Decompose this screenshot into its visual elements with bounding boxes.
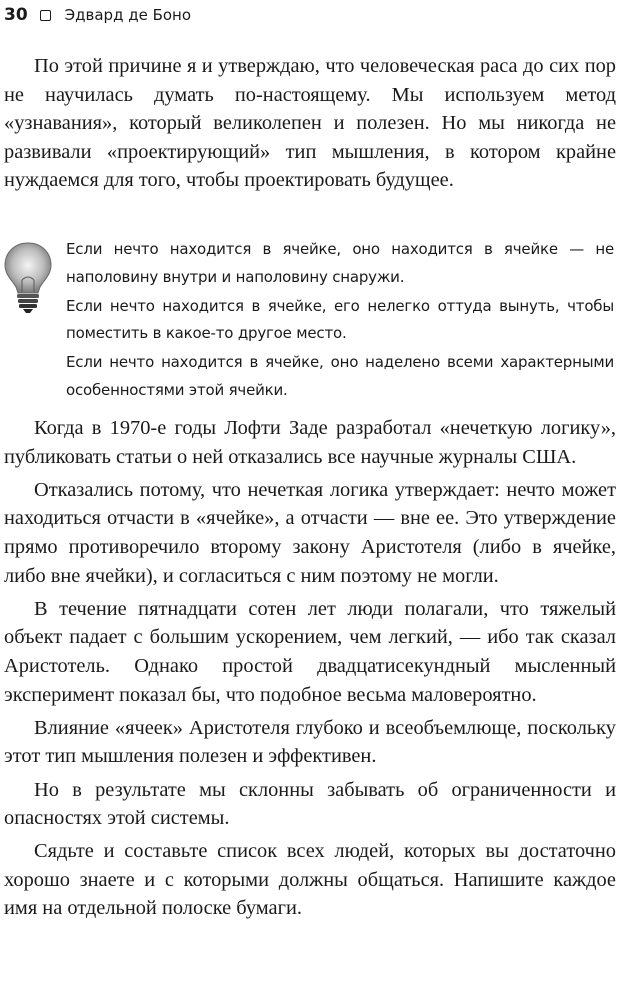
intro-text: [4, 52, 616, 195]
author-name: Эдвард де Боно: [64, 6, 192, 24]
square-bullet-icon: [40, 10, 51, 21]
paragraph-2: Отказались потому, что нечеткая логика утверждает: нечто может находиться отчасти в «ячейке», а отчасти — вне ее. Это утверждение прямо противоречило второму закону Аристотеля (либо в ячейке, либо вне ячейки), и согласиться с ним поэтому не могли.: [4, 478, 616, 587]
callout-box: [0, 236, 620, 404]
callout-notes: [66, 236, 614, 406]
paragraph-4: Влияние «ячеек» Аристотеля глубоко и всеобъемлюще, поскольку этот тип мышления полезен и эффективен.: [4, 716, 616, 768]
main-text: [4, 414, 616, 923]
running-header: [4, 2, 191, 28]
callout-note-2: Если нечто находится в ячейке, его нелегко оттуда вынуть, чтобы поместить в какое-то другое место.: [66, 296, 614, 342]
paragraph-5: Но в результате мы склонны забывать об ограниченности и опасностях этой системы.: [4, 778, 616, 830]
paragraph-6: Сядьте и составьте список всех людей, которых вы достаточно хорошо знаете и с которыми должны общаться. Напишите каждое имя на отдельной полоске бумаги.: [4, 840, 616, 920]
callout-note-3: Если нечто находится в ячейке, оно наделено всеми характерными особенностями этой ячейки.: [66, 353, 614, 399]
callout-note-1: Если нечто находится в ячейке, оно находится в ячейке — не наполовину внутри и наполовину снаружи.: [66, 240, 614, 286]
page-number: 30: [4, 5, 28, 25]
lightbulb-icon: [2, 240, 54, 314]
paragraph-3: В течение пятнадцати сотен лет люди полагали, что тяжелый объект падает с большим ускорением, чем легкий, — ибо так сказал Аристотель. Однако простой двадцатисекундный мысленный эксперимент показал бы, что подобное весьма маловероятно.: [4, 597, 616, 706]
intro-paragraph: По этой причине я и утверждаю, что человеческая раса до сих пор не научилась думать по-настоящему. Мы используем метод «узнавания», который великолепен и полезен. Но мы никогда не развивали «проектирующий» тип мышления, в котором крайне нуждаемся для того, чтобы проектировать будущее.: [4, 55, 616, 192]
paragraph-1: Когда в 1970-е годы Лофти Заде разработал «нечеткую логику», публиковать статьи о ней отказались все научные журналы США.: [4, 417, 616, 468]
